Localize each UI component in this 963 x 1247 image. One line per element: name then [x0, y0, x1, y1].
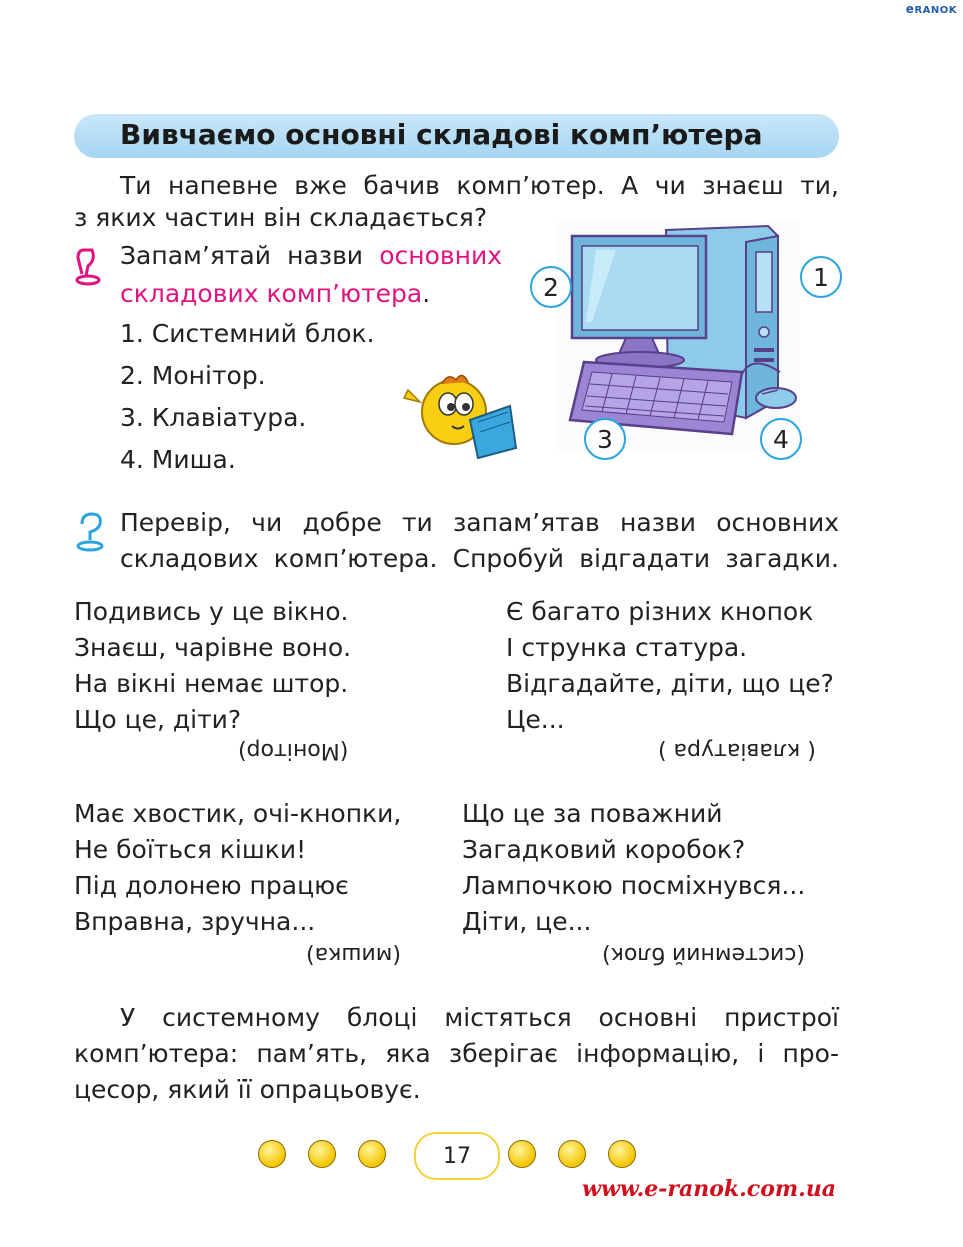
remember-text: Запам’ятай назви [120, 241, 380, 270]
remember-accent-1: основних [379, 241, 502, 270]
riddle-line: Вправна, зручна... [74, 907, 316, 936]
page-number: 17 [414, 1132, 500, 1180]
riddle-mouse [74, 796, 401, 940]
callout-1: 1 [800, 256, 842, 298]
riddle-line: Є багато різних кнопок [506, 597, 814, 626]
footer-decoration-left [258, 1140, 386, 1168]
conclusion-line-1: У системному блоці містяться основні пристрої [120, 1003, 839, 1032]
conclusion-line-2: комп’ютера: пам’ять, яка зберігає інформацію, і про- [74, 1039, 839, 1068]
riddle-keyboard [506, 594, 834, 738]
riddle-line: Загадковий коробок? [462, 835, 746, 864]
remember-accent-2: складових комп’ютера [120, 279, 423, 308]
riddle-line: Це... [506, 705, 565, 734]
conclusion-line-3: цесор, який її опрацьовує. [74, 1075, 421, 1104]
intro-line-2: з яких частин він складається? [74, 203, 488, 232]
remember-icon [74, 246, 108, 286]
riddle-line: Знаєш, чарівне воно. [74, 633, 352, 662]
riddle-answer: (системний блок) [602, 942, 805, 967]
riddle-line: Має хвостик, очі-кнопки, [74, 799, 402, 828]
footer-decoration-right [508, 1140, 636, 1168]
riddle-line: Лампочкою посміхнувся... [462, 871, 806, 900]
riddle-line: Відгадайте, діти, що це? [506, 669, 834, 698]
riddle-line: Подивись у це вікно. [74, 597, 349, 626]
riddle-system-unit [462, 796, 805, 940]
mascot-face-icon [608, 1140, 636, 1168]
riddle-line: На вікні немає штор. [74, 669, 349, 698]
intro-line-1: Ти напевне вже бачив комп’ютер. А чи знаєш ти, [120, 171, 839, 200]
part-item: 2. Монітор. [120, 361, 266, 390]
publisher-logo [906, 2, 957, 16]
remember-line-1 [120, 238, 502, 274]
mascot-face-icon [308, 1140, 336, 1168]
part-item: 3. Клавіатура. [120, 403, 307, 432]
part-item: 1. Системний блок. [120, 319, 375, 348]
mascot-illustration [398, 362, 522, 462]
remember-period: . [422, 279, 431, 308]
part-item: 4. Миша. [120, 445, 236, 474]
remember-line-2 [120, 276, 430, 312]
logo-text: RANOK [914, 5, 957, 16]
riddle-line: Що це за поважний [462, 799, 723, 828]
riddle-line: Не боїться кішки! [74, 835, 307, 864]
mascot-face-icon [558, 1140, 586, 1168]
mascot-face-icon [508, 1140, 536, 1168]
section-title-band [74, 114, 839, 158]
logo-prefix: e [905, 2, 915, 16]
check-line-2: складових комп’ютера. Спробуй відгадати загадки. [120, 544, 839, 573]
riddle-answer: (Монітор) [238, 738, 349, 763]
section-title: Вивчаємо основні складові комп’ютера [120, 118, 763, 151]
publisher-url[interactable]: www.e-ranok.com.ua [582, 1176, 837, 1202]
riddle-line: Під долонею працює [74, 871, 349, 900]
question-icon [74, 512, 108, 552]
check-line-1: Перевір, чи добре ти запам’ятав назви основних [120, 508, 839, 537]
riddle-monitor [74, 594, 351, 738]
computer-illustration [556, 222, 800, 450]
riddle-line: Діти, це... [462, 907, 592, 936]
riddle-line: І струнка статура. [506, 633, 748, 662]
riddle-line: Що це, діти? [74, 705, 242, 734]
riddle-answer: (мишка) [306, 942, 401, 967]
callout-2: 2 [530, 266, 572, 308]
mascot-face-icon [258, 1140, 286, 1168]
callout-3: 3 [584, 418, 626, 460]
mascot-face-icon [358, 1140, 386, 1168]
riddle-answer: ( клавіатура ) [658, 738, 816, 763]
callout-4: 4 [760, 418, 802, 460]
